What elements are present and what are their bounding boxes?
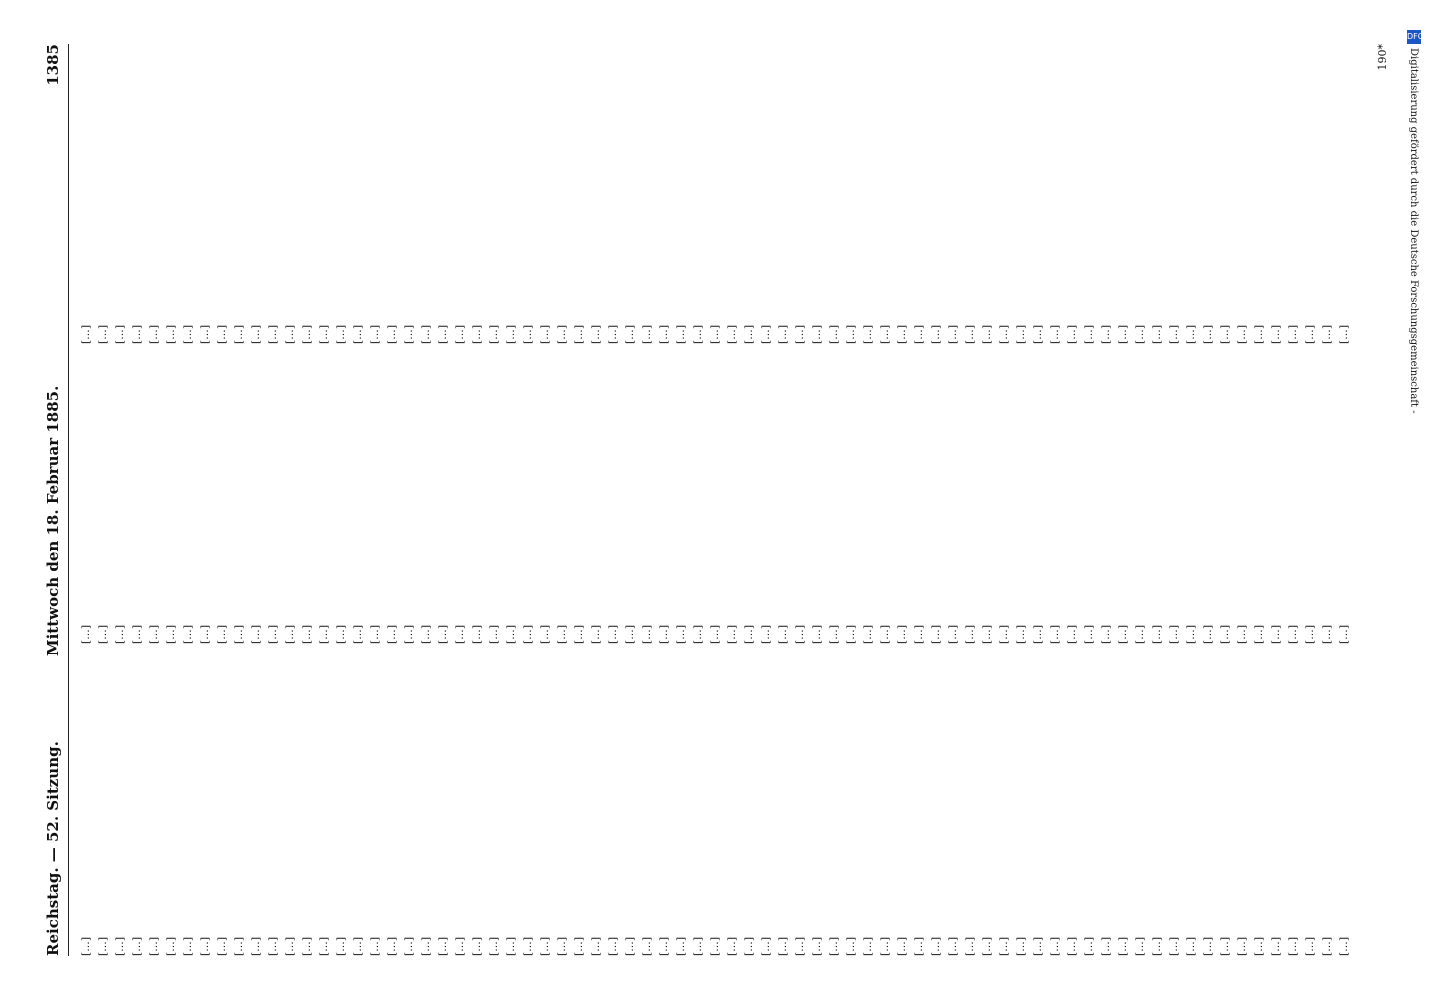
text-line: […] — [182, 936, 194, 956]
page-number: 1385 — [44, 44, 62, 86]
text-line: […] — [1338, 936, 1350, 956]
text-line: […] — [607, 936, 619, 956]
text-line: […] — [1236, 624, 1248, 644]
text-line: […] — [760, 624, 772, 644]
text-line: […] — [1168, 936, 1180, 956]
text-line: […] — [1032, 624, 1044, 644]
text-line: […] — [675, 936, 687, 956]
text-line: […] — [471, 324, 483, 344]
text-line: […] — [998, 624, 1010, 644]
text-line: […] — [437, 624, 449, 644]
text-line: […] — [726, 936, 738, 956]
text-line: […] — [1151, 324, 1163, 344]
text-line: […] — [1032, 324, 1044, 344]
text-line: […] — [505, 324, 517, 344]
text-line: […] — [845, 936, 857, 956]
text-line: […] — [318, 624, 330, 644]
text-line: […] — [1117, 624, 1129, 644]
text-line: […] — [590, 936, 602, 956]
text-line: […] — [1117, 936, 1129, 956]
text-line: […] — [828, 624, 840, 644]
text-line: […] — [862, 936, 874, 956]
text-line: […] — [216, 624, 228, 644]
text-line: […] — [930, 936, 942, 956]
text-line: […] — [233, 936, 245, 956]
header-rule — [68, 44, 69, 956]
text-line: […] — [1321, 936, 1333, 956]
text-line: […] — [165, 936, 177, 956]
text-line: […] — [199, 624, 211, 644]
text-line: […] — [794, 624, 806, 644]
text-line: […] — [709, 936, 721, 956]
text-line: […] — [114, 936, 126, 956]
text-line: […] — [794, 324, 806, 344]
text-line: […] — [828, 936, 840, 956]
text-line: […] — [454, 324, 466, 344]
text-line: […] — [573, 936, 585, 956]
text-line: […] — [811, 936, 823, 956]
text-line: […] — [403, 324, 415, 344]
text-line: […] — [386, 324, 398, 344]
text-line: […] — [216, 936, 228, 956]
text-line: […] — [1168, 624, 1180, 644]
text-line: […] — [420, 324, 432, 344]
text-line: […] — [624, 624, 636, 644]
text-line: […] — [879, 324, 891, 344]
text-line: […] — [573, 324, 585, 344]
text-line: […] — [1049, 936, 1061, 956]
text-line: […] — [114, 324, 126, 344]
text-line: […] — [165, 624, 177, 644]
page-header — [44, 44, 66, 956]
text-line: […] — [743, 936, 755, 956]
text-line: […] — [1219, 324, 1231, 344]
column-2 — [78, 344, 1378, 644]
text-line: […] — [1202, 624, 1214, 644]
text-line: […] — [539, 624, 551, 644]
text-line: […] — [369, 324, 381, 344]
text-line: […] — [913, 324, 925, 344]
text-line: […] — [233, 324, 245, 344]
text-line: […] — [1236, 324, 1248, 344]
text-line: […] — [352, 936, 364, 956]
text-line: […] — [250, 936, 262, 956]
text-line: […] — [607, 624, 619, 644]
text-line: […] — [726, 624, 738, 644]
text-line: […] — [1304, 936, 1316, 956]
text-line: […] — [1134, 936, 1146, 956]
text-line: […] — [964, 624, 976, 644]
text-line: […] — [1236, 936, 1248, 956]
text-line: […] — [1168, 324, 1180, 344]
text-line: […] — [947, 936, 959, 956]
text-line: […] — [1304, 324, 1316, 344]
text-line: […] — [998, 936, 1010, 956]
text-line: […] — [777, 324, 789, 344]
text-line: […] — [1083, 936, 1095, 956]
text-line: […] — [998, 324, 1010, 344]
text-line: […] — [403, 624, 415, 644]
text-line: […] — [1321, 624, 1333, 644]
text-line: […] — [1083, 324, 1095, 344]
text-line: […] — [743, 324, 755, 344]
text-line: […] — [165, 324, 177, 344]
text-line: […] — [420, 624, 432, 644]
text-line: […] — [641, 624, 653, 644]
text-line: […] — [1270, 624, 1282, 644]
text-line: […] — [335, 624, 347, 644]
text-line: […] — [97, 624, 109, 644]
text-line: […] — [1202, 936, 1214, 956]
text-line: […] — [471, 624, 483, 644]
text-line: […] — [505, 936, 517, 956]
text-line: […] — [947, 324, 959, 344]
text-line: […] — [522, 936, 534, 956]
text-line: […] — [131, 624, 143, 644]
text-line: […] — [760, 324, 772, 344]
text-line: […] — [488, 936, 500, 956]
text-line: […] — [301, 936, 313, 956]
text-line: […] — [284, 624, 296, 644]
text-line: […] — [131, 936, 143, 956]
header-left: Reichstag. — 52. Sitzung. — [44, 741, 62, 956]
text-line: […] — [1253, 936, 1265, 956]
text-line: […] — [794, 936, 806, 956]
text-line: […] — [1185, 324, 1197, 344]
text-line: […] — [624, 324, 636, 344]
text-line: […] — [454, 936, 466, 956]
text-line: […] — [879, 936, 891, 956]
text-line: […] — [658, 624, 670, 644]
text-line: […] — [80, 936, 92, 956]
text-line: […] — [403, 936, 415, 956]
text-line: […] — [913, 936, 925, 956]
text-line: […] — [573, 624, 585, 644]
text-line: […] — [420, 936, 432, 956]
text-line: […] — [182, 624, 194, 644]
text-line: […] — [131, 324, 143, 344]
text-line: […] — [981, 624, 993, 644]
text-line: […] — [709, 624, 721, 644]
credit-text: Digitalisierung gefördert durch die Deutsche Forschungsgemeinschaft - — [1408, 48, 1419, 414]
text-line: […] — [658, 324, 670, 344]
text-line: […] — [658, 936, 670, 956]
digitization-credit — [1405, 30, 1425, 970]
text-line: […] — [250, 324, 262, 344]
text-line: […] — [692, 324, 704, 344]
text-line: […] — [301, 324, 313, 344]
text-line: […] — [879, 624, 891, 644]
text-line: […] — [1083, 624, 1095, 644]
signature-mark: 190* — [1376, 44, 1389, 71]
text-line: […] — [522, 324, 534, 344]
text-line: […] — [114, 624, 126, 644]
text-line: […] — [641, 324, 653, 344]
text-line: […] — [352, 624, 364, 644]
text-line: […] — [896, 624, 908, 644]
text-line: […] — [335, 936, 347, 956]
text-line: […] — [335, 324, 347, 344]
text-line: […] — [284, 936, 296, 956]
text-line: […] — [1100, 936, 1112, 956]
text-line: […] — [1100, 624, 1112, 644]
text-line: […] — [1100, 324, 1112, 344]
text-line: […] — [709, 324, 721, 344]
text-line: […] — [488, 624, 500, 644]
text-line: […] — [743, 624, 755, 644]
text-line: […] — [148, 624, 160, 644]
text-line: […] — [80, 624, 92, 644]
text-line: […] — [1151, 936, 1163, 956]
text-line: […] — [760, 936, 772, 956]
text-line: […] — [539, 324, 551, 344]
text-line: […] — [437, 324, 449, 344]
text-line: […] — [607, 324, 619, 344]
text-line: […] — [1185, 936, 1197, 956]
text-line: […] — [556, 936, 568, 956]
text-line: […] — [1015, 936, 1027, 956]
text-line: […] — [369, 624, 381, 644]
text-line: […] — [182, 324, 194, 344]
text-line: […] — [1253, 324, 1265, 344]
text-line: […] — [284, 324, 296, 344]
text-line: […] — [1032, 936, 1044, 956]
text-line: […] — [828, 324, 840, 344]
text-line: […] — [1015, 624, 1027, 644]
text-line: […] — [250, 624, 262, 644]
text-line: […] — [590, 324, 602, 344]
text-line: […] — [267, 936, 279, 956]
text-line: […] — [947, 624, 959, 644]
text-line: […] — [1049, 324, 1061, 344]
text-line: […] — [233, 624, 245, 644]
text-line: […] — [522, 624, 534, 644]
text-line: […] — [352, 324, 364, 344]
text-line: […] — [913, 624, 925, 644]
text-line: […] — [1287, 324, 1299, 344]
text-line: […] — [488, 324, 500, 344]
text-line: […] — [1066, 936, 1078, 956]
text-line: […] — [862, 624, 874, 644]
text-line: […] — [1270, 936, 1282, 956]
text-line: […] — [1253, 624, 1265, 644]
text-line: […] — [1338, 324, 1350, 344]
text-line: […] — [1304, 624, 1316, 644]
text-line: […] — [318, 936, 330, 956]
text-line: […] — [97, 324, 109, 344]
text-line: […] — [1321, 324, 1333, 344]
text-line: […] — [930, 624, 942, 644]
text-line: […] — [964, 936, 976, 956]
text-line: […] — [624, 936, 636, 956]
text-line: […] — [556, 624, 568, 644]
text-line: […] — [1219, 936, 1231, 956]
text-line: […] — [318, 324, 330, 344]
column-3 — [78, 44, 1378, 344]
text-line: […] — [811, 624, 823, 644]
text-line: […] — [1287, 936, 1299, 956]
text-line: […] — [216, 324, 228, 344]
text-line: […] — [1066, 324, 1078, 344]
text-line: […] — [1134, 324, 1146, 344]
text-line: […] — [641, 936, 653, 956]
text-line: […] — [1151, 624, 1163, 644]
text-line: […] — [692, 936, 704, 956]
text-line: […] — [726, 324, 738, 344]
text-line: […] — [930, 324, 942, 344]
text-line: […] — [1338, 624, 1350, 644]
text-line: […] — [1185, 624, 1197, 644]
text-line: […] — [301, 624, 313, 644]
text-line: […] — [845, 624, 857, 644]
text-line: […] — [505, 624, 517, 644]
text-line: […] — [692, 624, 704, 644]
text-line: […] — [148, 324, 160, 344]
text-line: […] — [199, 936, 211, 956]
text-line: […] — [437, 936, 449, 956]
text-line: […] — [539, 936, 551, 956]
header-mid: Mittwoch den 18. Februar 1885. — [44, 385, 62, 656]
text-line: […] — [675, 324, 687, 344]
text-line: […] — [386, 936, 398, 956]
text-line: […] — [981, 936, 993, 956]
text-line: […] — [896, 936, 908, 956]
text-line: […] — [1270, 324, 1282, 344]
column-1 — [78, 656, 1378, 956]
text-line: […] — [896, 324, 908, 344]
text-line: […] — [386, 624, 398, 644]
text-line: […] — [369, 936, 381, 956]
text-line: […] — [845, 324, 857, 344]
text-line: […] — [556, 324, 568, 344]
text-line: […] — [454, 624, 466, 644]
text-line: […] — [97, 936, 109, 956]
text-line: […] — [1066, 624, 1078, 644]
text-line: […] — [1219, 624, 1231, 644]
text-line: […] — [964, 324, 976, 344]
text-line: […] — [1134, 624, 1146, 644]
text-line: […] — [981, 324, 993, 344]
text-line: […] — [148, 936, 160, 956]
text-line: […] — [1202, 324, 1214, 344]
text-line: […] — [471, 936, 483, 956]
text-line: […] — [199, 324, 211, 344]
text-line: […] — [267, 324, 279, 344]
text-line: […] — [80, 324, 92, 344]
text-line: […] — [811, 324, 823, 344]
text-line: […] — [1287, 624, 1299, 644]
text-line: […] — [1015, 324, 1027, 344]
text-line: […] — [590, 624, 602, 644]
text-line: […] — [777, 624, 789, 644]
text-line: […] — [777, 936, 789, 956]
text-line: […] — [1117, 324, 1129, 344]
dfg-logo: DFG — [1407, 30, 1421, 44]
text-line: […] — [267, 624, 279, 644]
text-line: […] — [1049, 624, 1061, 644]
text-line: […] — [675, 624, 687, 644]
text-line: […] — [862, 324, 874, 344]
